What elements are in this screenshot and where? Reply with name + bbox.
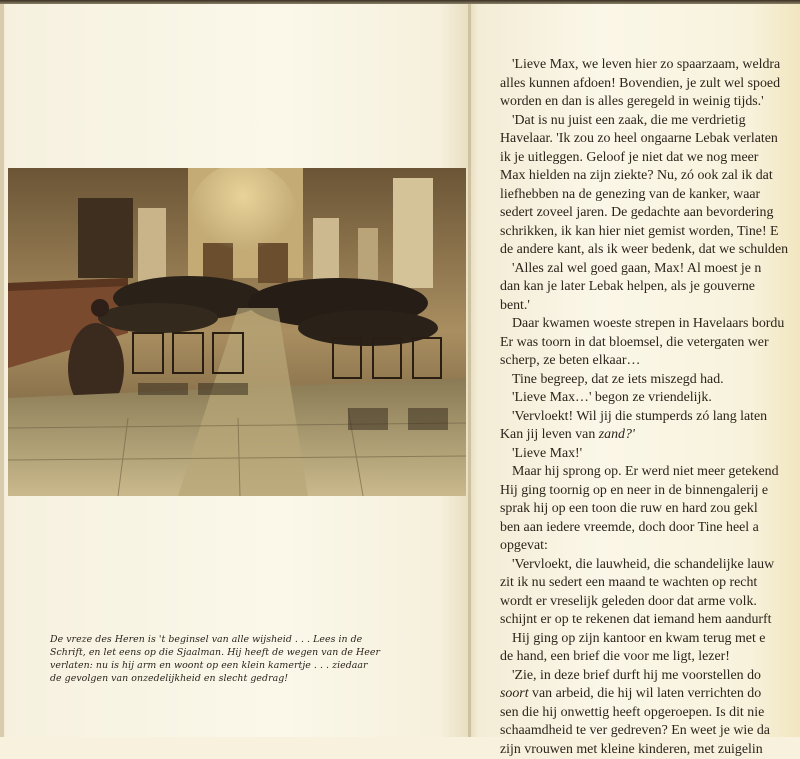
text-line: Kan jij leven van zand?': [500, 426, 800, 445]
text-line: 'Vervloekt, die lauwheid, die schandelijke lauw: [500, 556, 800, 575]
caption-line: de gevolgen van onzedelijkheid en slecht gedrag!: [50, 672, 413, 685]
text-line: dan kan je later Lebak helpen, als je gouverne: [500, 278, 800, 297]
text-line: scherp, ze beten elkaar…: [500, 352, 800, 371]
text-line: de hand, een brief die voor me ligt, lezer!: [500, 648, 800, 667]
caption-line: Schrift, en let eens op die Sjaalman. Hij heeft de wegen van de Heer: [50, 646, 413, 659]
text-line: sen die hij onwettig heeft opgeroepen. Is dit nie: [500, 704, 800, 723]
text-line: opgevat:: [500, 537, 800, 556]
text-line: 'Zie, in deze brief durft hij me voorstellen do: [500, 667, 800, 686]
text-line: sprak hij op een toon die ruw en hard zou gekl: [500, 500, 800, 519]
text-line: ben aan iedere vreemde, doch door Tine heel a: [500, 519, 800, 538]
text-line: schaamdheid te ver gedreven? En weet je wie da: [500, 722, 800, 741]
text-line: Hij ging toornig op en neer in de binnengalerij e: [500, 482, 800, 501]
text-line: Hij ging op zijn kantoor en kwam terug met e: [500, 630, 800, 649]
caption-line: verlaten: nu is hij arm en woont op een klein kamertje . . . ziedaar: [50, 659, 413, 672]
text-line: zit ik nu sedert een maand te wachten op recht: [500, 574, 800, 593]
text-line: sedert zoveel jaren. De gedachte aan bevordering: [500, 204, 800, 223]
text-line: 'Dat is nu juist een zaak, die me verdrietig: [500, 112, 800, 131]
photo-caption: [50, 633, 413, 685]
text-line: zijn vrouwen met kleine kinderen, met zuigelin: [500, 741, 800, 759]
text-line: Er was toorn in dat bloemsel, die vetergaten wer: [500, 334, 800, 353]
text-line: ik je uitleggen. Geloof je niet dat we nog meer: [500, 149, 800, 168]
church-interior-photo: [8, 168, 466, 496]
text-line: schrikken, ik kan hier niet gemist worden, Tine! E: [500, 223, 800, 242]
text-line: wordt er vreselijk geleden door dat arme volk.: [500, 593, 800, 612]
text-line: 'Vervloekt! Wil jij die stumperds zó lang laten: [500, 408, 800, 427]
text-line: Max hielden na zijn ziekte? Nu, zó ook zal ik dat: [500, 167, 800, 186]
text-line: 'Lieve Max…' begon ze vriendelijk.: [500, 389, 800, 408]
text-line: 'Lieve Max, we leven hier zo spaarzaam, weldra: [500, 56, 800, 75]
text-line: 'Lieve Max!': [500, 445, 800, 464]
text-line: 'Alles zal wel goed gaan, Max! Al moest je n: [500, 260, 800, 279]
text-line: liefhebben na de genezing van de kanker, waar: [500, 186, 800, 205]
text-line: alles kunnen afdoen! Bovendien, je zult wel spoed: [500, 75, 800, 94]
text-line: bent.': [500, 297, 800, 316]
text-line: worden en dan is alles geregeld in weinig tijds.': [500, 93, 800, 112]
text-line: schijnt er op te rekenen dat iemand hem aandurft: [500, 611, 800, 630]
text-line: Daar kwamen woeste strepen in Havelaars bordu: [500, 315, 800, 334]
body-text: [500, 56, 800, 759]
text-line: de andere kant, als ik weer bedenk, dat we schulden: [500, 241, 800, 260]
book-top-edge: [0, 0, 800, 4]
text-line: Tine begreep, dat ze iets miszegd had.: [500, 371, 800, 390]
photo-illustration: [8, 168, 466, 496]
text-line: Maar hij sprong op. Er werd niet meer getekend: [500, 463, 800, 482]
italic-word: soort: [500, 686, 529, 701]
italic-word: zand?': [599, 427, 635, 442]
caption-line: De vreze des Heren is 't beginsel van alle wijsheid . . . Lees in de: [50, 633, 413, 646]
text-line: Havelaar. 'Ik zou zo heel ongaarne Lebak verlaten: [500, 130, 800, 149]
text-line: soort van arbeid, die hij wil laten verrichten do: [500, 685, 800, 704]
